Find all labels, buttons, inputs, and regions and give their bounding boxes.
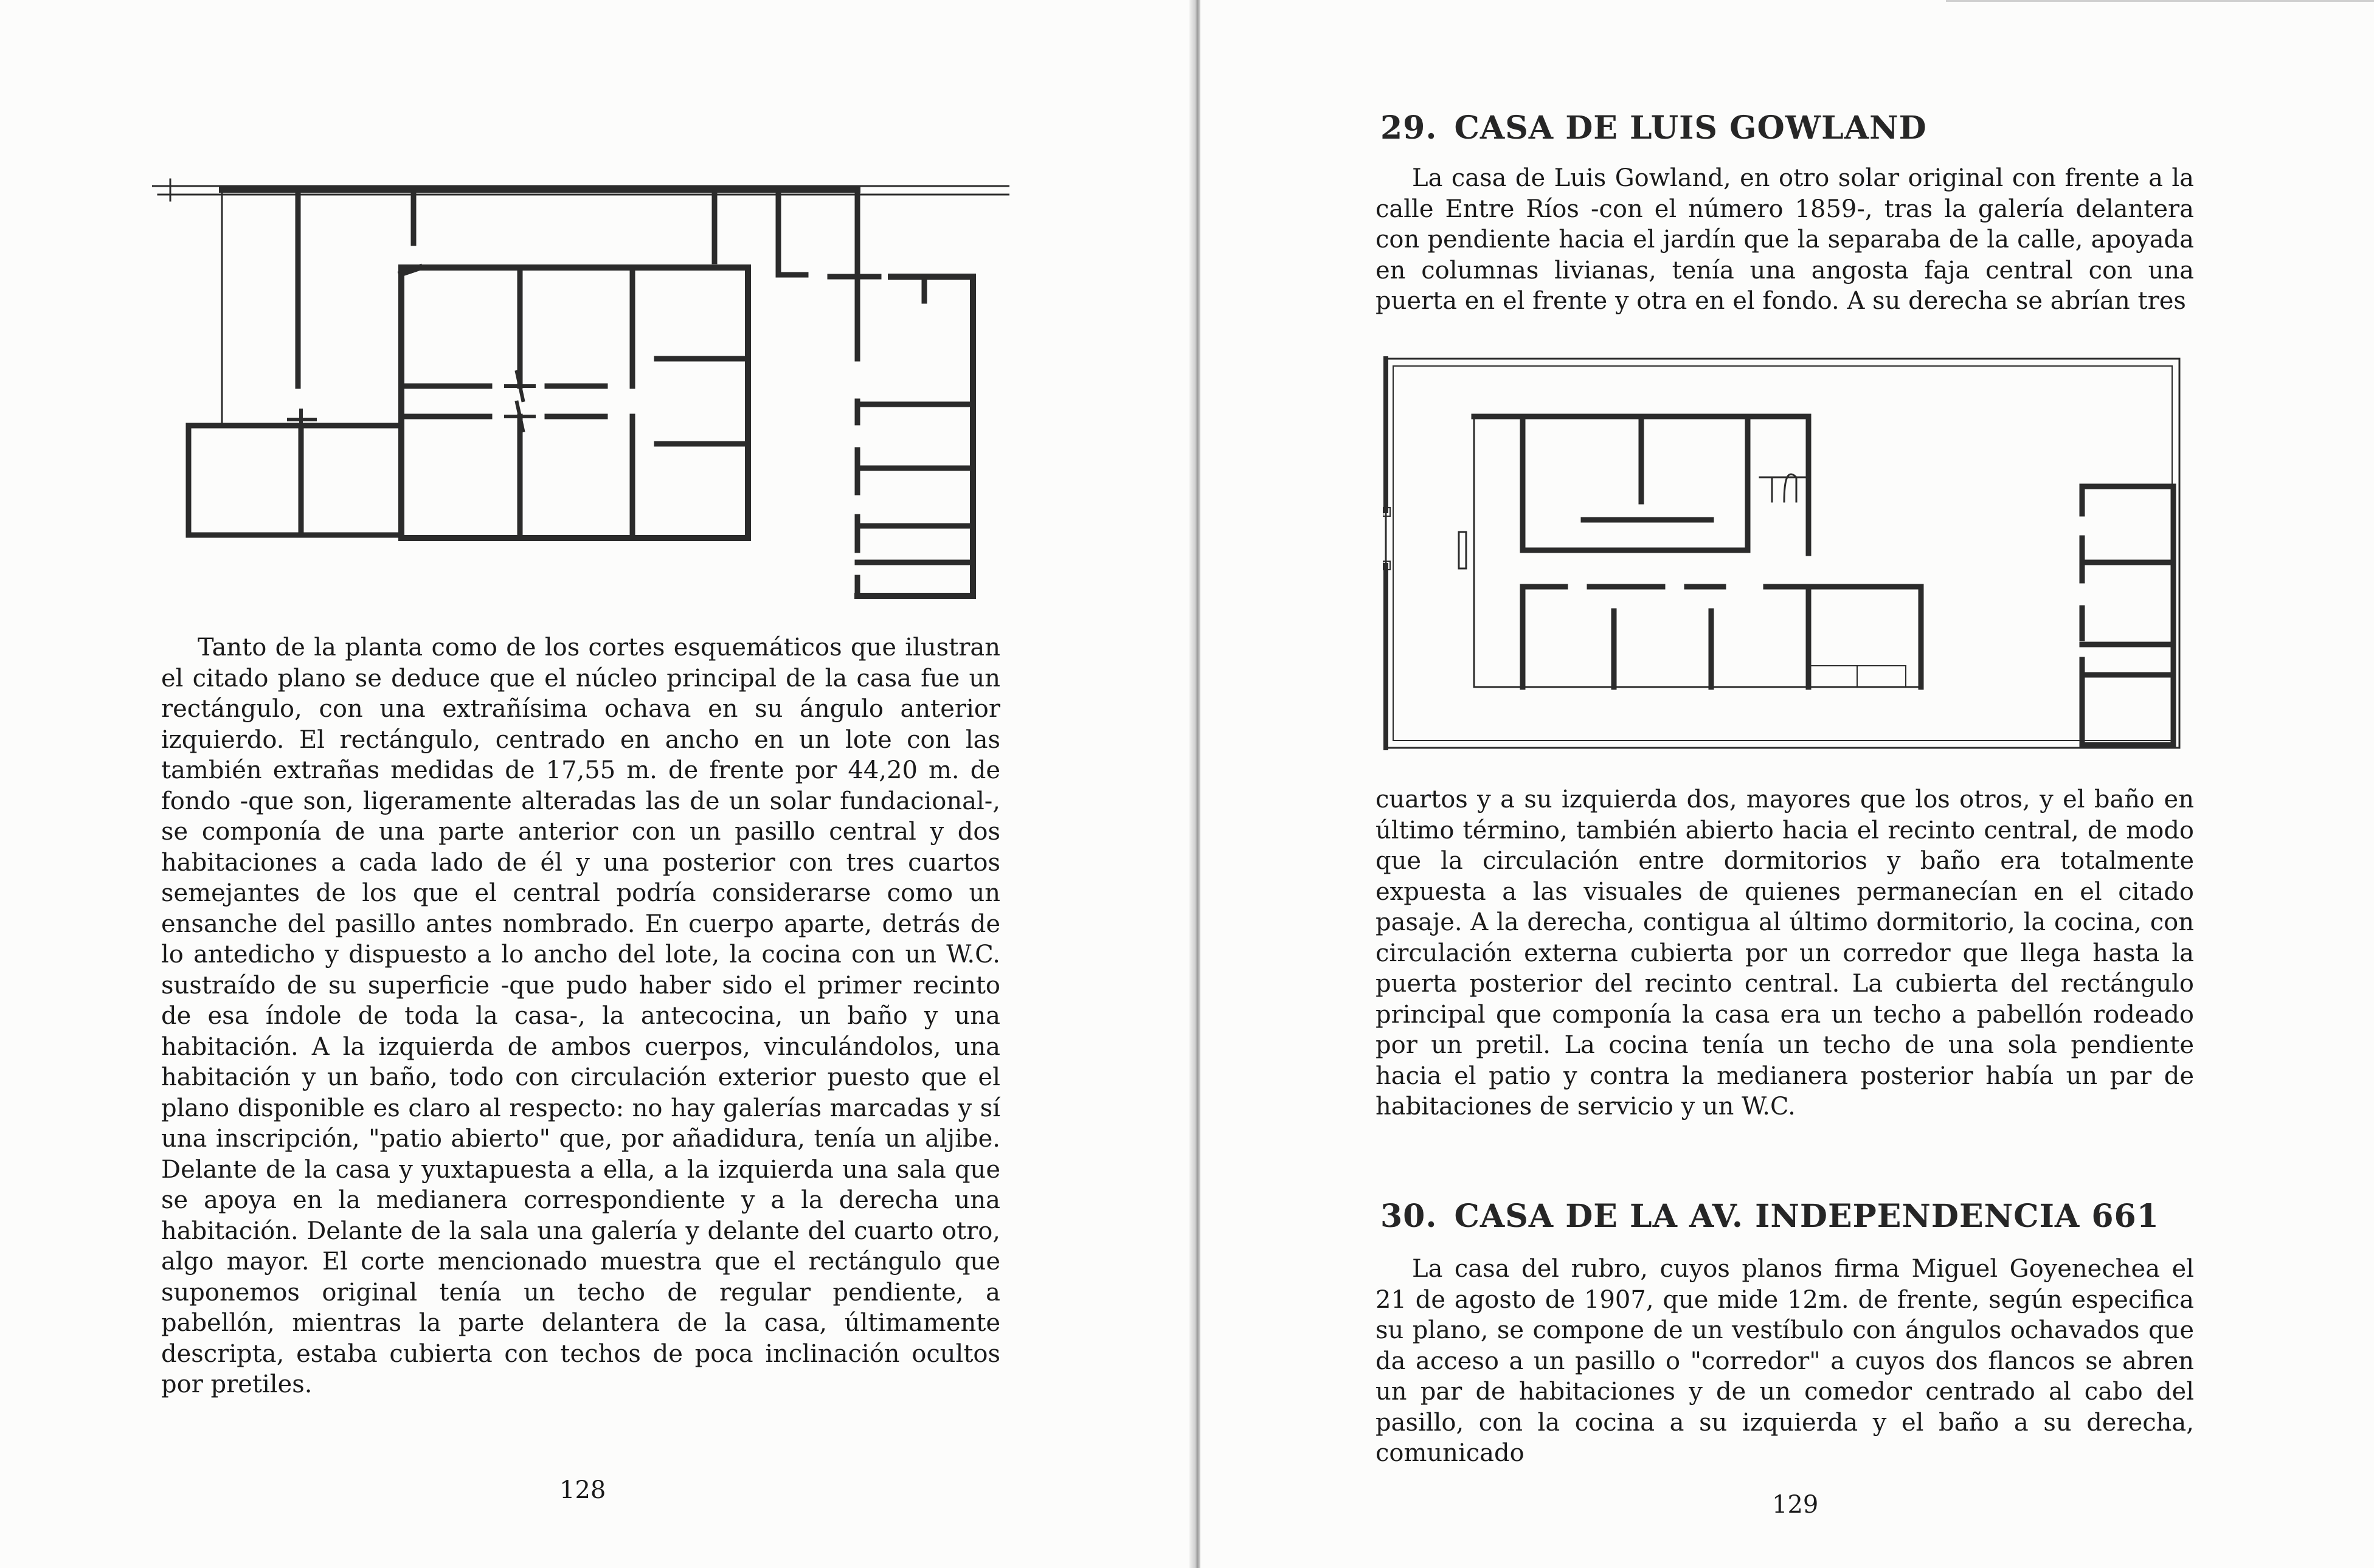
section-29-continued [1376,784,2194,1122]
floor-plan-right [1383,356,2185,751]
floor-plan-left-drawing [152,176,1009,602]
section-29-paragraph-1: La casa de Luis Gowland, en otro solar original con frente a la calle Entre Ríos -con el número 1859-, tras la galería delantera con pendiente hacia el jardín que la separaba de la calle, apoyada en columnas livianas, tenía una angosta faja central con una puerta en el frente y otra en el fondo. A su derecha se abrían tres [1376,164,2194,315]
floor-plan-left [152,176,1009,602]
left-page-body [161,632,1000,1400]
section-30-body [1376,1254,2194,1469]
floor-plan-right-drawing [1383,356,2185,751]
section-29-title: CASA DE LUIS GOWLAND [1454,109,1927,147]
section-29-heading [1380,109,1927,147]
section-30-paragraph: La casa del rubro, cuyos planos firma Miguel Goyenechea el 21 de agosto de 1907, que mide 12m. de frente, según especifica su plano, se compone de un vestíbulo con ángulos ochavados que da acceso a un pasillo o "corredor" a cuyos dos flancos se abren un par de habitaciones y de un comedor centrado al cabo del pasillo, con la cocina a su izquierda y el baño a su derecha, comunicado [1376,1255,2194,1467]
section-29-paragraph-2: cuartos y a su izquierda dos, mayores que los otros, y el baño en último término, también abierto hacia el recinto central, de modo que la circulación entre dormitorios y baño era totalmente expuesta a las visuales de quienes permanecían en el citado pasaje. A la derecha, contigua al último dormitorio, la cocina, con circulación externa cubierta por un corredor que llega hasta la puerta posterior del recinto central. La cubierta del rectángulo principal que componía la casa era un techo a pabellón rodeado por un pretil. La cocina tenía un techo de una sola pendiente hacia el patio y contra la medianera posterior había un par de habitaciones de servicio y un W.C. [1376,786,2194,1121]
section-29-number: 29. [1380,109,1438,147]
page-number-right: 129 [1772,1491,1819,1519]
section-30-number: 30. [1380,1198,1438,1235]
section-30-title: CASA DE LA AV. INDEPENDENCIA 661 [1454,1198,2159,1235]
right-page [1200,0,2374,1568]
left-paragraph: Tanto de la planta como de los cortes esquemáticos que ilustran el citado plano se deduce que el núcleo principal de la casa fue un rectángulo, con una extrañísima ochava en su ángulo anterior izquierdo. El rectángulo, centrado en ancho en un lote con las también extrañas medidas de 17,55 m. de frente por 44,20 m. de fondo -que son, ligeramente alteradas las de un solar fundacional-, se componía de una parte anterior con un pasillo central y dos habitaciones a cada lado de él y una posterior con tres cuartos semejantes de los que el central podría considerarse como un ensanche del pasillo antes nombrado. En cuerpo aparte, detrás de lo antedicho y dispuesto a lo ancho del lote, la cocina con un W.C. sustraído de su superficie -que pudo haber sido el primer recinto de esa índole de toda la casa-, la antecocina, un baño y una habitación. A la izquierda de ambos cuerpos, vinculándolos, una habitación y un baño, todo con circulación exterior puesto que el plano disponible es claro al respecto: no hay galerías marcadas y sí una inscripción, "patio abierto" que, por añadidura, tenía un aljibe. Delante de la casa y yuxtapuesta a ella, a la izquierda una sala que se apoya en la medianera correspondiente y a la derecha una habitación. Delante de la sala una galería y delante del cuarto otro, algo mayor. El corte mencionado muestra que el rectángulo que suponemos original tenía un techo de regular pendiente, a pabellón, mientras la parte delantera de la casa, últimamente descripta, estaba cubierta con techos de poca inclinación ocultos por pretiles. [161,634,1000,1398]
scan-edge-line [1946,0,2374,2]
section-29-intro [1376,163,2194,317]
section-30-heading [1380,1198,2159,1235]
page-number-left: 128 [559,1476,606,1504]
